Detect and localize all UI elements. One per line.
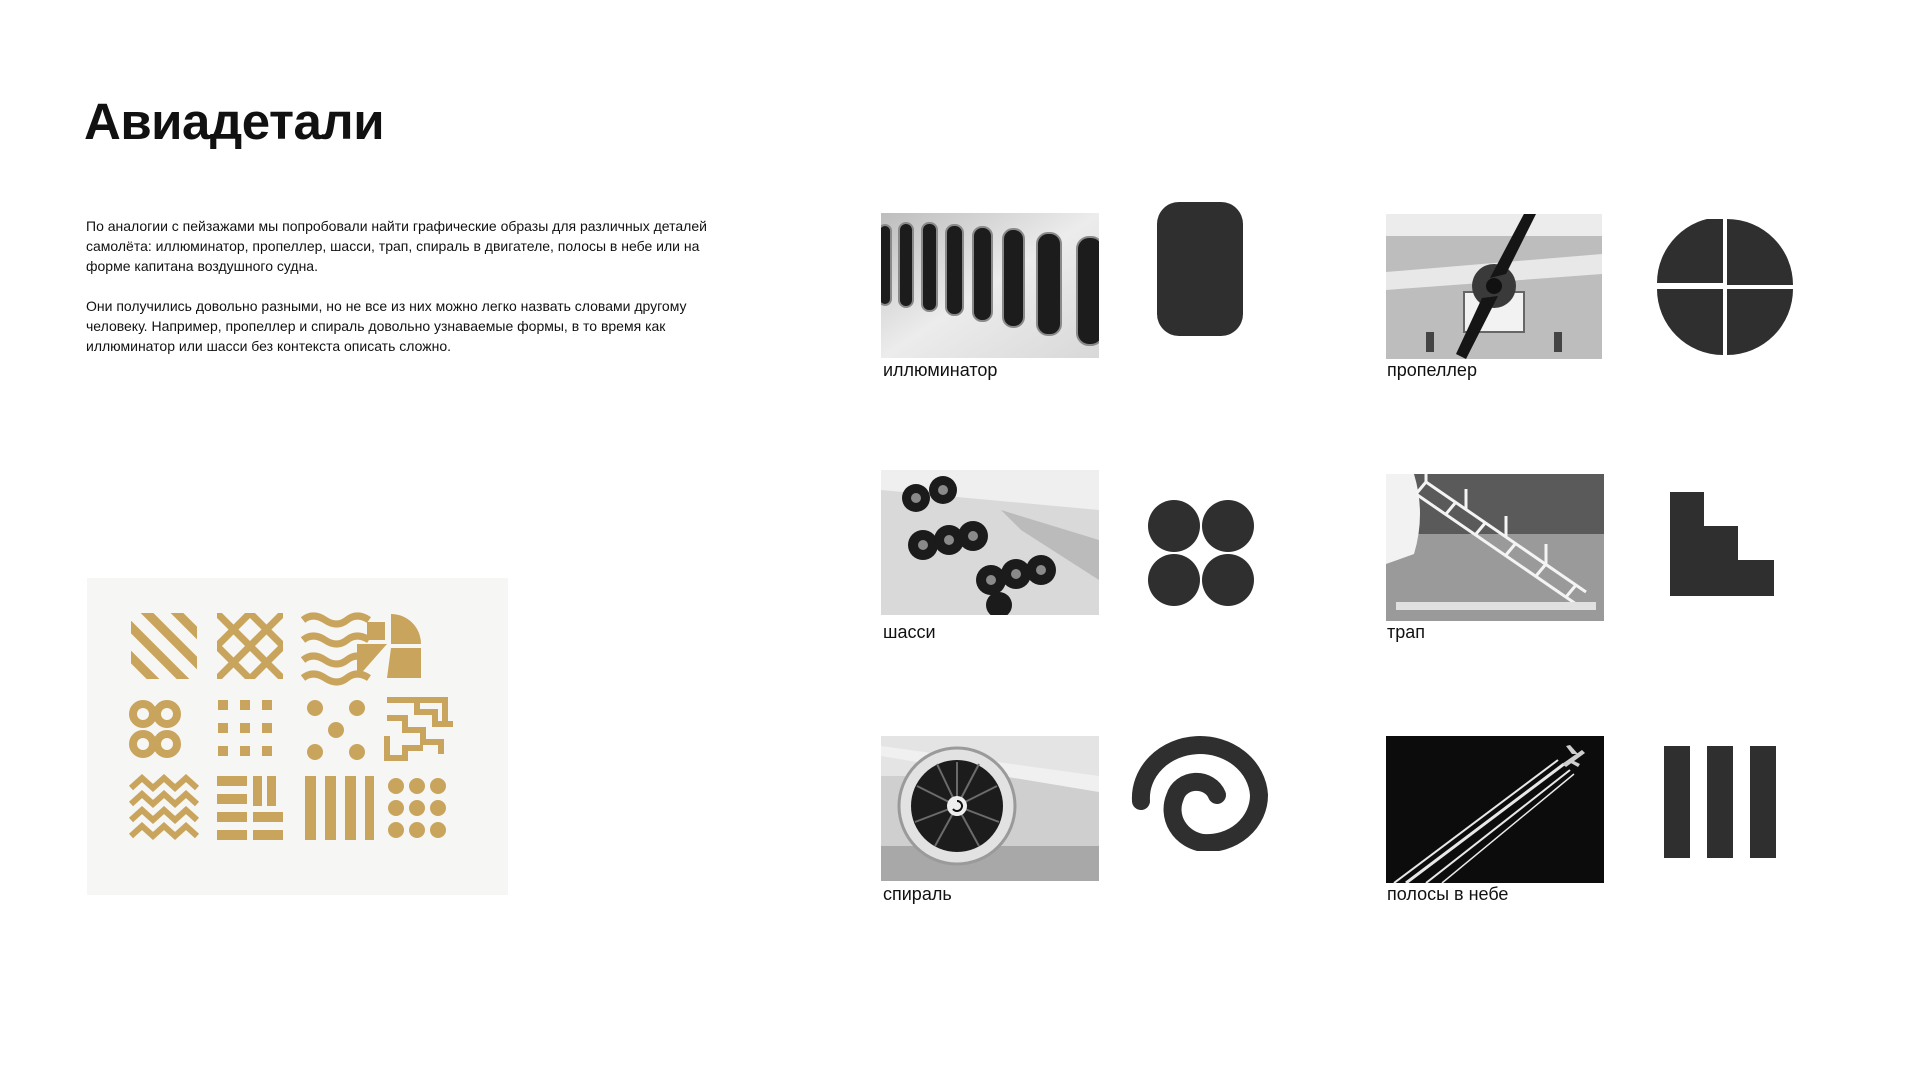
landing-gear-photo (881, 470, 1099, 615)
caption-spiral: спираль (883, 884, 952, 904)
caption-propeller: пропеллер (1387, 360, 1477, 380)
page-title: Авиадетали (84, 93, 385, 150)
intro-paragraph-1: По аналогии с пейзажами мы попробовали найти графические образы для различных деталей самолёта: иллюминатор, пропеллер, шасси, трап, спираль в двигателе, полосы в небе или на форме капитана воздушного судна. (86, 218, 707, 274)
propeller-icon (1657, 219, 1793, 355)
window-photo (881, 213, 1099, 358)
rounded-rectangle-icon (1157, 202, 1243, 336)
four-circles-icon (1147, 499, 1255, 607)
engine-spiral-photo (881, 736, 1099, 881)
caption-porthole: иллюминатор (883, 360, 998, 380)
three-bars-icon (1664, 746, 1776, 858)
pattern-moodboard (87, 578, 508, 895)
caption-airstair: трап (1387, 622, 1426, 642)
spiral-icon (1131, 735, 1269, 851)
caption-contrails: полосы в небе (1387, 884, 1509, 904)
caption-landing-gear: шасси (883, 622, 936, 642)
contrails-photo (1386, 736, 1604, 883)
intro-paragraph-2: Они получились довольно разными, но не все из них можно легко назвать словами другому человеку. Например, пропеллер и спираль довольно узнаваемые формы, в то время как иллюминатор или шасси без контекста описать сложно. (86, 298, 687, 354)
propeller-photo (1386, 214, 1602, 359)
stairs-icon (1670, 492, 1774, 596)
airstair-photo (1386, 474, 1604, 621)
